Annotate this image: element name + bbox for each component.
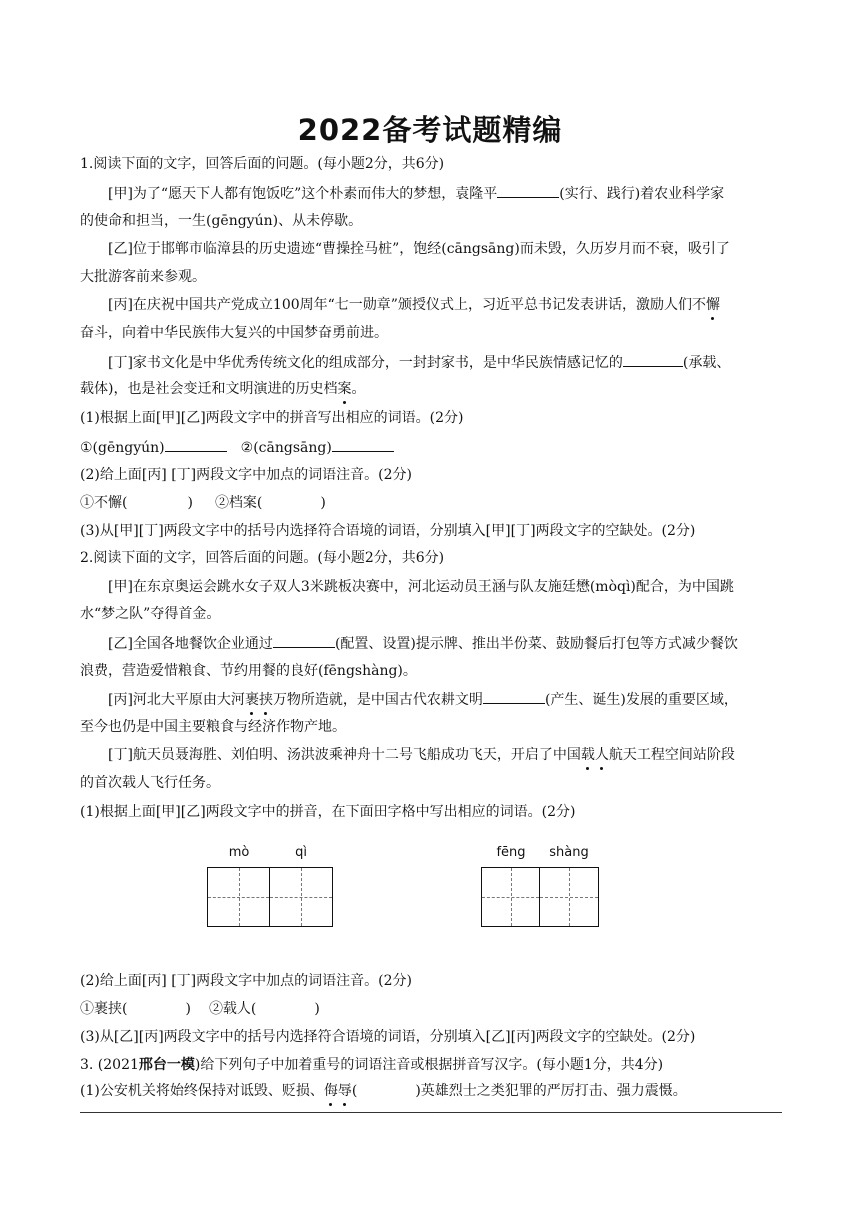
emphasis-char: 懈 — [705, 297, 720, 313]
q1-ding-line2 — [80, 379, 780, 399]
text: [丁]航天员聂海胜、刘伯明、汤洪波乘神舟十二号飞船成功飞天，开启了中国 — [108, 747, 581, 763]
text: [丙]河北大平原由大河 — [108, 692, 245, 708]
q2-stem: 2.阅读下面的文字，回答后面的问题。(每小题2分，共6分) — [80, 550, 445, 566]
text: ) — [314, 1001, 320, 1017]
q2-ding-line1 — [108, 745, 780, 765]
q2-bing-line1 — [108, 689, 780, 710]
text: ) — [187, 495, 193, 511]
text: ( — [351, 1083, 358, 1099]
text: (配置、设置)提示牌、推出半份菜、鼓励餐后打包等方式减少餐饮 — [334, 636, 738, 652]
q3-sub1 — [80, 1081, 780, 1101]
q2-jia-line1: [甲]在东京奥运会跳水女子双人3米跳板决赛中，河北运动员王涵与队友施廷懋(mòqì)配合，为中国跳 — [108, 579, 734, 595]
q1-sub2: (2)给上面[丙] [丁]两段文字中加点的词语注音。(2分) — [80, 467, 412, 483]
text: [丙]在庆祝中国共产党成立100周年“七一勋章”颁授仪式上，习近平总书记发表讲话，激励人们不 — [108, 297, 706, 313]
text: ) — [185, 1001, 191, 1017]
q1-sub3: (3)从[甲][丁]两段文字中的括号内选择符合语境的词语，分别填入[甲][丁]两段文字的空缺处。(2分) — [80, 523, 696, 539]
text: ②载人( — [208, 1001, 257, 1017]
q3-stem — [80, 1055, 780, 1075]
emphasis-char: 挟 — [258, 692, 273, 708]
q1-jia-line2: 的使命和担当，一生(gēngyún)、从未停歇。 — [80, 213, 363, 229]
emphasis-char: 案 — [337, 381, 352, 397]
text: (产生、诞生)发展的重要区域， — [544, 692, 738, 708]
q2-ding-line2: 的首次载人飞行任务。 — [80, 775, 220, 791]
q1-bing-line2: 奋斗，向着中华民族伟大复兴的中国梦奋勇前进。 — [80, 325, 388, 341]
tianzi-grid[interactable] — [481, 867, 599, 927]
text: ①裹挟( — [80, 1001, 128, 1017]
answer-blank[interactable] — [332, 437, 394, 452]
text: 载体)，也是社会变迁和文明演进的历史档 — [80, 381, 338, 397]
pinyin-label: shàng — [549, 845, 589, 860]
q2-bing-line2: 至今也仍是中国主要粮食与经济作物产地。 — [80, 719, 346, 735]
text: 3. (2021 — [80, 1057, 139, 1073]
fill-blank[interactable] — [623, 352, 683, 367]
grid-cell[interactable] — [270, 868, 332, 926]
emphasis-char: 载 — [580, 747, 595, 763]
q2-yi-line1 — [108, 633, 780, 654]
text: )英雄烈士之类犯罪的严厉打击、强力震慑。 — [415, 1083, 687, 1099]
page-title: 2022备考试题精编 — [297, 113, 563, 147]
text: ①(gēngyún) — [80, 440, 165, 456]
tianzi-grid[interactable] — [207, 867, 333, 927]
text: )给下列句子中加着重号的词语注音或根据拼音写汉字。(每小题1分，共4分) — [194, 1057, 664, 1073]
text: 万物所造就，是中国古代农耕文明 — [272, 692, 483, 708]
grid-cell[interactable] — [540, 868, 598, 926]
fill-blank[interactable] — [483, 689, 545, 704]
emphasis-char: 人 — [594, 747, 609, 763]
q2-sub2: (2)给上面[丙] [丁]两段文字中加点的词语注音。(2分) — [80, 973, 412, 989]
bottom-rule — [80, 1112, 782, 1113]
q1-ding-line1 — [108, 352, 780, 373]
text: [丁]家书文化是中华优秀传统文化的组成部分，一封封家书，是中华民族情感记忆的 — [108, 355, 623, 371]
grid-cell[interactable] — [208, 868, 270, 926]
q1-jia-line1 — [108, 183, 780, 204]
fill-blank[interactable] — [273, 633, 335, 648]
text: 航天工程空间站阶段 — [608, 747, 735, 763]
text: [甲]为了“愿天下人都有饱饭吃”这个朴素而伟大的梦想，袁隆平 — [108, 186, 498, 202]
emphasis-char: 裹 — [244, 692, 259, 708]
text: ) — [320, 495, 326, 511]
pinyin-label: qì — [295, 845, 307, 860]
q1-yi-line2: 大批游客前来参观。 — [80, 269, 206, 285]
q1-sub1: (1)根据上面[甲][乙]两段文字中的拼音写出相应的词语。(2分) — [80, 410, 464, 426]
q2-sub2-answers — [80, 999, 780, 1019]
q2-jia-line2: 水“梦之队”夺得首金。 — [80, 606, 221, 622]
q1-stem: 1.阅读下面的文字，回答后面的问题。(每小题2分，共6分) — [80, 156, 445, 172]
pinyin-label: mò — [228, 845, 250, 860]
q2-sub1: (1)根据上面[甲][乙]两段文字中的拼音，在下面田字格中写出相应的词语。(2分) — [80, 804, 576, 820]
text: (实行、践行)着农业科学家 — [559, 186, 725, 202]
text: (承载、 — [682, 355, 731, 371]
grid-cell[interactable] — [482, 868, 540, 926]
pinyin-label: fēng — [496, 845, 526, 860]
q1-yi-line1: [乙]位于邯郸市临漳县的历史遗迹“曹操拴马桩”，饱经(cāngsāng)而未毁，久历岁月而不衰，吸引了 — [108, 241, 730, 257]
q2-yi-line2: 浪费，营造爱惜粮食、节约用餐的良好(fēngshàng)。 — [80, 663, 417, 679]
emphasis-char: 辱 — [337, 1083, 352, 1099]
answer-blank[interactable] — [165, 437, 227, 452]
text: ②(cāngsāng) — [240, 440, 332, 456]
text: [乙]全国各地餐饮企业通过 — [108, 636, 273, 652]
q1-sub2-answers — [80, 493, 780, 513]
text: ①不懈( — [80, 495, 128, 511]
fill-blank[interactable] — [497, 183, 559, 198]
q2-sub3: (3)从[乙][丙]两段文字中的括号内选择符合语境的词语，分别填入[乙][丙]两段文字的空缺处。(2分) — [80, 1029, 696, 1045]
text: ②档案( — [214, 495, 263, 511]
q1-sub1-answers — [80, 437, 780, 458]
q1-bing-line1 — [108, 295, 780, 315]
emphasis-char: 侮 — [323, 1083, 338, 1099]
text: 。 — [351, 381, 366, 397]
source-tag: 邢台一模 — [138, 1057, 195, 1073]
text: (1)公安机关将始终保持对诋毁、贬损、 — [80, 1083, 324, 1099]
